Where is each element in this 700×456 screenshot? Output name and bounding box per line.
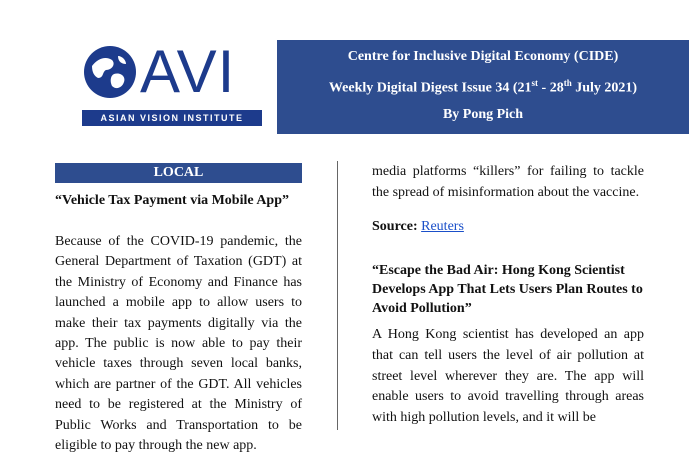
section-heading-local: LOCAL <box>55 163 302 183</box>
article-title: “Escape the Bad Air: Hong Kong Scientist Develops App That Lets Users Plan Routes to Avoid Pollution” <box>372 263 643 316</box>
article-title: “Vehicle Tax Payment via Mobile App” <box>55 193 290 208</box>
column-divider <box>337 161 338 430</box>
source-link[interactable]: Reuters <box>421 219 464 234</box>
article-body: A Hong Kong scientist has developed an app that can tell users the level of air pollution at street level wherever they are. The app will enable users to avoid travelling through areas with high pollution levels, and it will be <box>372 327 644 426</box>
source-label: Source: <box>372 219 418 234</box>
centre-name: Centre for Inclusive Digital Economy (CIDE) <box>347 49 619 64</box>
source-line <box>372 219 464 235</box>
avi-logo <box>82 40 262 132</box>
article-body: Because of the COVID-19 pandemic, the General Department of Taxation (GDT) at the Ministry of Economy and Finance has launched a mobile app to allow users to make their tax payments digitally via the app. The public is now able to pay their vehicle taxes through seven local banks, which are partner of the GDT. All vehicles need to be registered at the Ministry of Public Works and Transportation to be eligible to pay through the new app. <box>55 234 302 454</box>
digest-header <box>277 40 689 134</box>
issue-line: Weekly Digital Digest Issue 34 (21st - 28th July 2021) <box>328 78 638 96</box>
logo-wordmark: AVI <box>140 38 236 105</box>
left-column <box>55 161 302 454</box>
logo-tagline: ASIAN VISION INSTITUTE <box>82 110 262 126</box>
article-continued-text: media platforms “killers” for failing to tackle the spread of misinformation about the vaccine. <box>372 164 644 200</box>
globe-icon <box>82 44 138 100</box>
author-line: By Pong Pich <box>442 107 524 122</box>
